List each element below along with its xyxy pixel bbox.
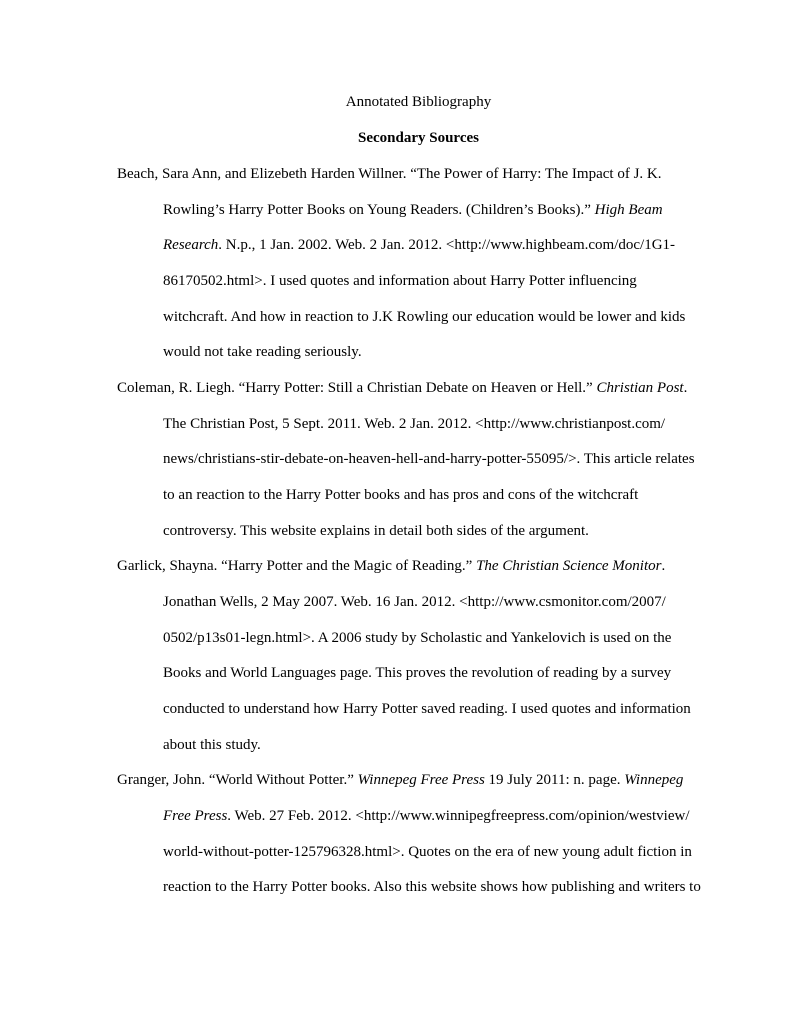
entry-line	[163, 664, 671, 682]
text-run: .	[661, 558, 666, 574]
entry-line	[163, 522, 589, 540]
text-run: .	[683, 380, 688, 396]
text-run: world-without-potter-125796328.html>. Quotes on the era of new young adult fiction in	[163, 844, 692, 860]
entry-line	[163, 878, 701, 896]
text-run: conducted to understand how Harry Potter saved reading. I used quotes and information	[163, 701, 691, 717]
entry-line	[163, 308, 685, 326]
text-run: . N.p., 1 Jan. 2002. Web. 2 Jan. 2012. <http://www.highbeam.com/doc/1G1-	[218, 237, 676, 253]
text-run: reaction to the Harry Potter books. Also this website shows how publishing and writers to	[163, 879, 701, 895]
text-run: about this study.	[163, 737, 261, 753]
text-run: news/christians-stir-debate-on-heaven-hell-and-harry-potter-55095/>. This article relates	[163, 451, 695, 467]
italic-text-run: Winnepeg Free Press	[357, 772, 485, 788]
entry-line	[117, 557, 665, 575]
entry-line	[163, 629, 671, 647]
entry-line	[163, 736, 261, 754]
text-run: controversy. This website explains in detail both sides of the argument.	[163, 523, 589, 539]
entry-line	[163, 807, 689, 825]
italic-text-run: The Christian Science Monitor	[476, 558, 662, 574]
italic-text-run: Winnepeg	[624, 772, 684, 788]
entry-line	[163, 700, 691, 718]
italic-text-run: Research	[163, 237, 219, 253]
entry-line	[163, 450, 695, 468]
entry-line	[117, 379, 687, 397]
text-run: 19 July 2011: n. page.	[484, 772, 625, 788]
text-run: Rowling’s Harry Potter Books on Young Readers. (Children’s Books).”	[163, 202, 595, 218]
text-run: would not take reading seriously.	[163, 344, 362, 360]
text-run: 86170502.html>. I used quotes and information about Harry Potter influencing	[163, 273, 637, 289]
entry-line	[163, 343, 362, 361]
entry-line	[163, 236, 675, 254]
text-run: to an reaction to the Harry Potter books and has pros and cons of the witchcraft	[163, 487, 639, 503]
text-run: Coleman, R. Liegh. “Harry Potter: Still a Christian Debate on Heaven or Hell.”	[117, 380, 597, 396]
text-run: Jonathan Wells, 2 May 2007. Web. 16 Jan. 2012. <http://www.csmonitor.com/2007/	[163, 594, 666, 610]
text-run: Granger, John. “World Without Potter.”	[117, 772, 358, 788]
text-run: . Web. 27 Feb. 2012. <http://www.winnipegfreepress.com/opinion/westview/	[227, 808, 690, 824]
entry-line	[163, 415, 665, 433]
document-title: Annotated Bibliography	[345, 94, 492, 110]
text-run: Books and World Languages page. This proves the revolution of reading by a survey	[163, 665, 672, 681]
text-run: witchcraft. And how in reaction to J.K Rowling our education would be lower and kids	[163, 309, 686, 325]
text-run: Garlick, Shayna. “Harry Potter and the Magic of Reading.”	[117, 558, 477, 574]
entry-line	[163, 201, 663, 219]
text-run: The Christian Post, 5 Sept. 2011. Web. 2 Jan. 2012. <http://www.christianpost.com/	[163, 416, 666, 432]
section-heading: Secondary Sources	[358, 130, 479, 146]
text-run: 0502/p13s01-legn.html>. A 2006 study by Scholastic and Yankelovich is used on the	[163, 630, 672, 646]
italic-text-run: High Beam	[594, 202, 663, 218]
entry-line	[117, 771, 683, 789]
text-run: Beach, Sara Ann, and Elizebeth Harden Willner. “The Power of Harry: The Impact of J. K.	[117, 166, 662, 182]
entry-line	[163, 593, 666, 611]
entry-line	[163, 486, 638, 504]
entry-line	[163, 272, 637, 290]
italic-text-run: Free Press	[163, 808, 228, 824]
italic-text-run: Christian Post	[596, 380, 684, 396]
entry-line	[163, 843, 692, 861]
entry-line	[117, 165, 662, 183]
